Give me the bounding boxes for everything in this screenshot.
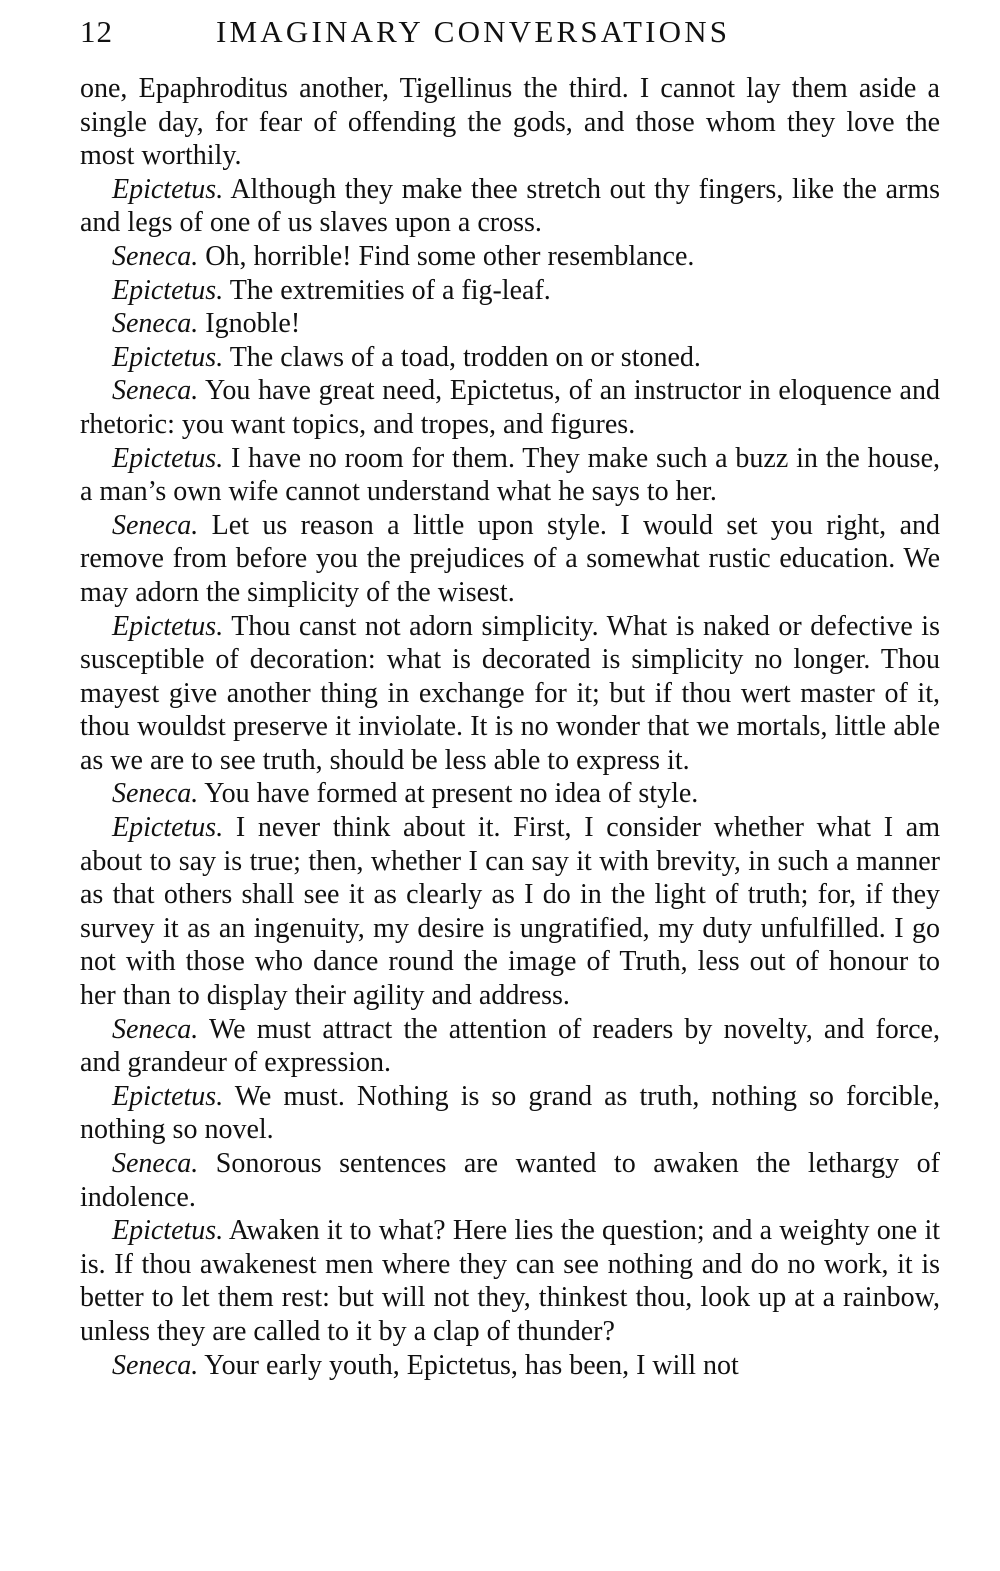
dialogue-paragraph xyxy=(80,1013,940,1080)
dialogue-paragraph xyxy=(80,274,940,308)
speaker-name: Seneca. xyxy=(112,778,199,810)
dialogue-line: You have great need, Epictetus, of an instructor in eloquence and rhetoric: you want topics, and tropes, and figures. xyxy=(80,375,940,440)
dialogue-line: Thou canst not adorn simplicity. What is naked or defective is susceptible of decoration: what is decorated is simplicity no longer. Thou mayest give another thing in exchange for it; but if thou wert master of it, thou wouldst preserve it inviolate. It is no wonder that we mortals, little able as we are to see truth, should be less able to express it. xyxy=(80,610,940,776)
speaker-name: Seneca. xyxy=(112,308,199,340)
speaker-name: Epictetus. xyxy=(112,812,224,844)
speaker-name: Epictetus. xyxy=(112,442,224,474)
dialogue-line: one, Epaphroditus another, Tigellinus the third. I cannot lay them aside a single day, for fear of offending the gods, and those whom they love the most worthily. xyxy=(80,73,940,172)
dialogue-line: I never think about it. First, I consider whether what I am about to say is true; then, whether I can say it with brevity, in such a manner as that others shall see it as clearly as I do in the light of truth; for, if they survey it as an ingenuity, my desire is ungratified, my duty unfulfilled. I go not with those who dance round the image of Truth, less out of honour to her than to display their agility and address. xyxy=(80,812,940,1012)
dialogue-paragraph xyxy=(80,374,940,441)
speaker-name: Seneca. xyxy=(112,509,199,541)
speaker-name: Seneca. xyxy=(112,1013,199,1045)
speaker-name: Epictetus. xyxy=(112,173,224,205)
speaker-name: Seneca. xyxy=(112,1349,199,1381)
speaker-name: Seneca. xyxy=(112,375,199,407)
speaker-name: Epictetus. xyxy=(112,341,224,373)
dialogue-line: Oh, horrible! Find some other resemblance. xyxy=(198,240,695,272)
dialogue-paragraph xyxy=(80,509,940,610)
dialogue-line: Sonorous sentences are wanted to awaken the lethargy of indolence. xyxy=(80,1148,940,1213)
dialogue-line: We must. Nothing is so grand as truth, nothing so forcible, nothing so novel. xyxy=(80,1080,940,1146)
dialogue-paragraph xyxy=(80,777,940,811)
speaker-name: Epictetus. xyxy=(112,1215,224,1247)
dialogue-paragraph xyxy=(80,72,940,173)
speaker-name: Epictetus. xyxy=(112,610,224,642)
dialogue-line: Awaken it to what? Here lies the question; and a weighty one it is. If thou awakenest men where they can see nothing and do no work, it is better to let them rest: but will not they, thinkest thou, look up at a rainbow, unless they are called to it by a clap of thunder? xyxy=(80,1215,940,1347)
dialogue-line: Let us reason a little upon style. I would set you right, and remove from before you the prejudices of a somewhat rustic education. We may adorn the simplicity of the wisest. xyxy=(80,509,940,608)
dialogue-line: Ignoble! xyxy=(198,308,301,340)
dialogue-line: The claws of a toad, trodden on or stoned. xyxy=(223,341,701,373)
speaker-name: Epictetus. xyxy=(112,1080,224,1112)
dialogue-line: You have formed at present no idea of style. xyxy=(198,778,699,810)
dialogue-text xyxy=(80,72,940,1382)
dialogue-paragraph xyxy=(80,1349,940,1383)
running-title: IMAGINARY CONVERSATIONS xyxy=(216,14,731,49)
page-number: 12 xyxy=(80,14,113,49)
dialogue-paragraph xyxy=(80,307,940,341)
running-head xyxy=(80,12,940,52)
dialogue-paragraph xyxy=(80,811,940,1013)
dialogue-paragraph xyxy=(80,1214,940,1348)
dialogue-line: Your early youth, Epictetus, has been, I will not xyxy=(198,1349,739,1381)
dialogue-line: The extremities of a fig-leaf. xyxy=(223,274,551,306)
dialogue-paragraph xyxy=(80,240,940,274)
dialogue-paragraph xyxy=(80,341,940,375)
dialogue-paragraph xyxy=(80,1147,940,1214)
book-page xyxy=(80,12,940,1382)
speaker-name: Seneca. xyxy=(112,1148,199,1179)
dialogue-paragraph xyxy=(80,173,940,240)
dialogue-line: We must attract the attention of readers by novelty, and force, and grandeur of expression. xyxy=(80,1013,940,1079)
speaker-name: Epictetus. xyxy=(112,274,224,306)
speaker-name: Seneca. xyxy=(112,240,199,272)
dialogue-line: I have no room for them. They make such a buzz in the house, a man’s own wife cannot understand what he says to her. xyxy=(80,442,940,508)
dialogue-paragraph xyxy=(80,610,940,778)
dialogue-paragraph xyxy=(80,1080,940,1147)
dialogue-line: Although they make thee stretch out thy fingers, like the arms and legs of one of us slaves upon a cross. xyxy=(80,173,940,239)
dialogue-paragraph xyxy=(80,442,940,509)
